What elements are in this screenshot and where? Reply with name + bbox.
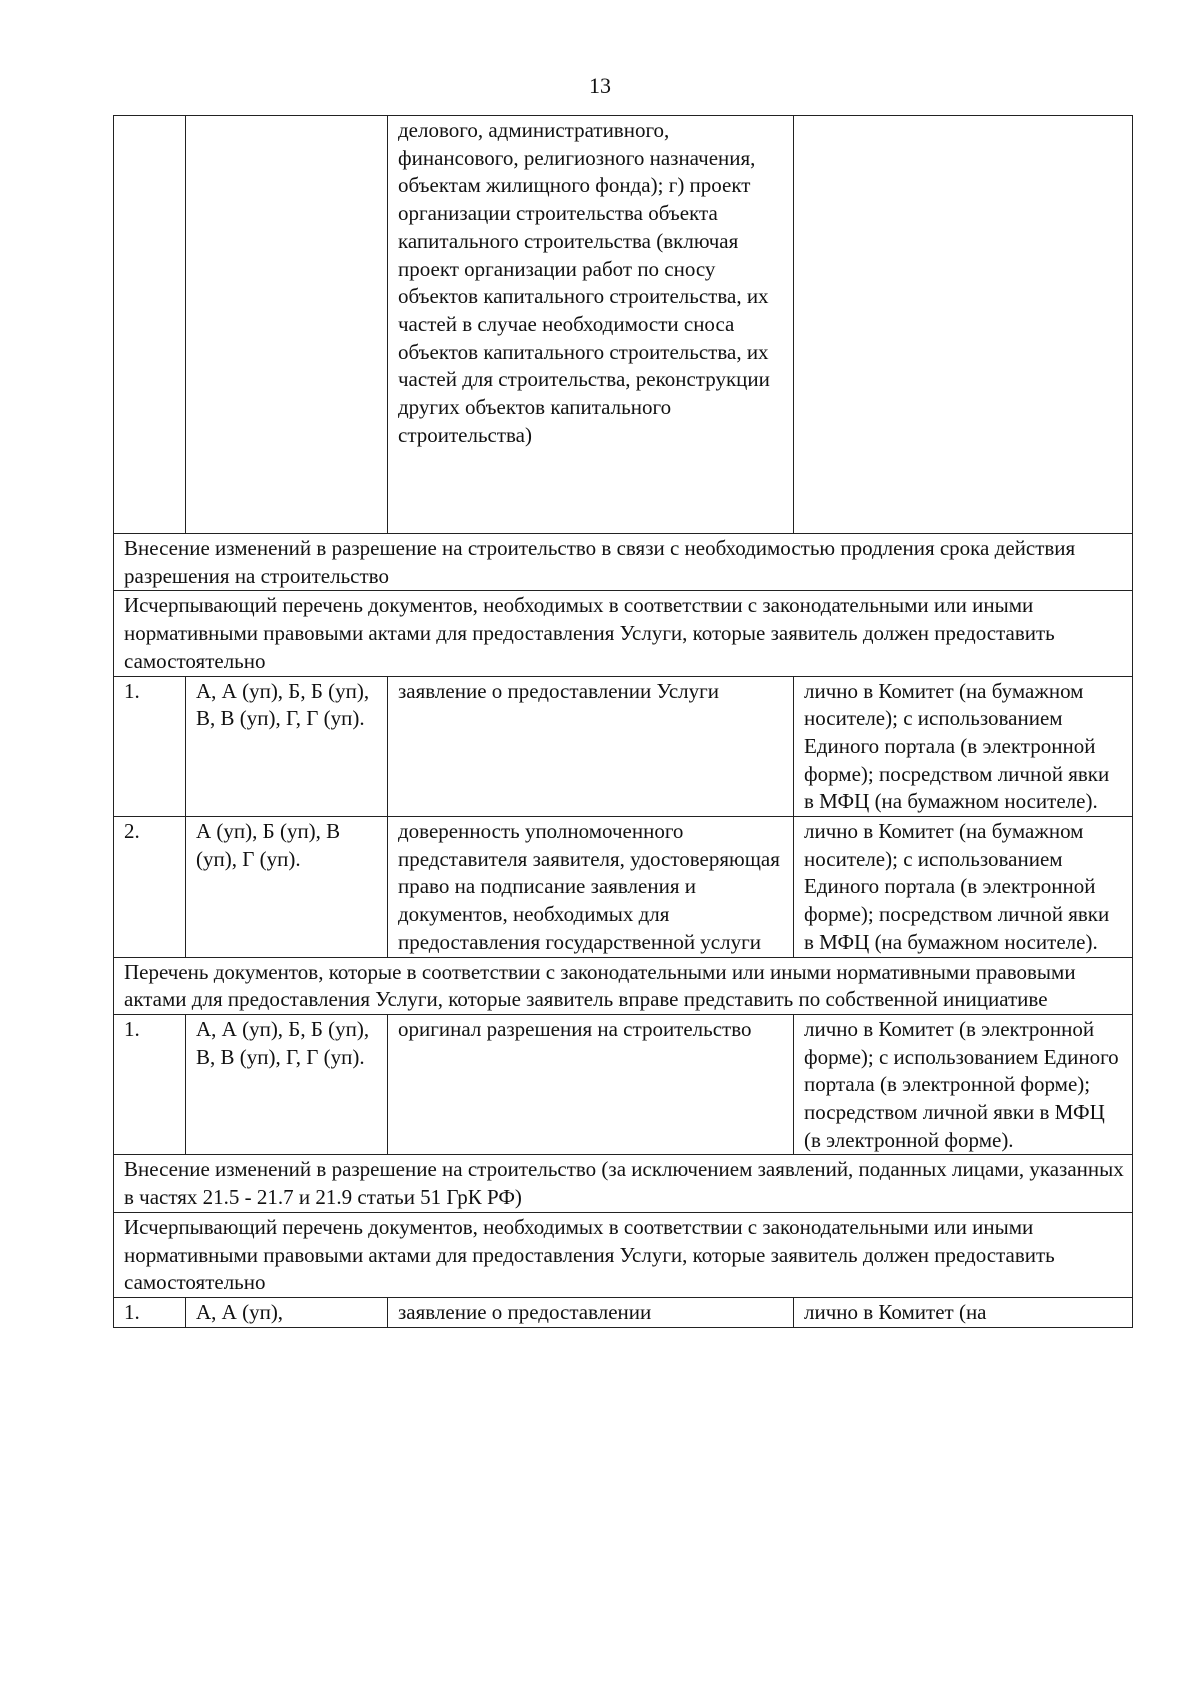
- section-subtitle-row: [114, 591, 1133, 676]
- cell-applicants: [186, 116, 388, 534]
- row-method: лично в Комитет (на: [794, 1297, 1133, 1327]
- row-number: 1.: [114, 1014, 186, 1155]
- section-subtitle-row: [114, 957, 1133, 1014]
- cell-num: [114, 116, 186, 534]
- row-document: заявление о предоставлении Услуги: [388, 676, 794, 817]
- documents-table: [113, 115, 1133, 1328]
- section-title-extension: Внесение изменений в разрешение на строительство в связи с необходимостью продления срока действия разрешения на строительство: [114, 534, 1133, 591]
- table-row: [114, 817, 1133, 958]
- row-method: лично в Комитет (на бумажном носителе); с использованием Единого портала (в электронной форме); посредством личной явки в МФЦ (на бумажном носителе).: [794, 676, 1133, 817]
- section-required-documents: Исчерпывающий перечень документов, необходимых в соответствии с законодательными или иными нормативными правовыми актами для предоставления Услуги, которые заявитель должен предоставить самостоятельно: [114, 1212, 1133, 1297]
- row-document: оригинал разрешения на строительство: [388, 1014, 794, 1155]
- cell-document: делового, административного, финансового, религиозного назначения, объектам жилищного фонда); г) проект организации строительства объекта капитального строительства (включая проект организации работ по сносу объектов капитального строительства, их частей в случае необходимости сноса объектов капитального строительства, их частей для строительства, реконструкции других объектов капитального строительства): [388, 116, 794, 534]
- section-optional-documents: Перечень документов, которые в соответствии с законодательными или иными нормативными правовыми актами для предоставления Услуги, которые заявитель вправе представить по собственной инициативе: [114, 957, 1133, 1014]
- row-applicants: А, А (уп), Б, Б (уп), В, В (уп), Г, Г (уп).: [186, 1014, 388, 1155]
- cell-method: [794, 116, 1133, 534]
- row-method: лично в Комитет (в электронной форме); с использованием Единого портала (в электронной форме); посредством личной явки в МФЦ (в электронной форме).: [794, 1014, 1133, 1155]
- table-row: [114, 1014, 1133, 1155]
- row-document: заявление о предоставлении: [388, 1297, 794, 1327]
- table-row: [114, 1297, 1133, 1327]
- row-number: 1.: [114, 1297, 186, 1327]
- table-row: [114, 676, 1133, 817]
- section-title-amendment: Внесение изменений в разрешение на строительство (за исключением заявлений, поданных лицами, указанных в частях 21.5 - 21.7 и 21.9 статьи 51 ГрК РФ): [114, 1155, 1133, 1212]
- row-applicants: А, А (уп), Б, Б (уп), В, В (уп), Г, Г (уп).: [186, 676, 388, 817]
- row-method: лично в Комитет (на бумажном носителе); с использованием Единого портала (в электронной форме); посредством личной явки в МФЦ (на бумажном носителе).: [794, 817, 1133, 958]
- row-number: 2.: [114, 817, 186, 958]
- section-subtitle-row: [114, 1212, 1133, 1297]
- row-number: 1.: [114, 676, 186, 817]
- section-title-row: [114, 534, 1133, 591]
- section-required-documents: Исчерпывающий перечень документов, необходимых в соответствии с законодательными или иными нормативными правовыми актами для предоставления Услуги, которые заявитель должен предоставить самостоятельно: [114, 591, 1133, 676]
- row-applicants: А, А (уп),: [186, 1297, 388, 1327]
- row-applicants: А (уп), Б (уп), В (уп), Г (уп).: [186, 817, 388, 958]
- section-title-row: [114, 1155, 1133, 1212]
- table-row-continued: [114, 116, 1133, 534]
- page-number: 13: [589, 73, 611, 98]
- row-document: доверенность уполномоченного представителя заявителя, удостоверяющая право на подписание заявления и документов, необходимых для предоставления государственной услуги: [388, 817, 794, 958]
